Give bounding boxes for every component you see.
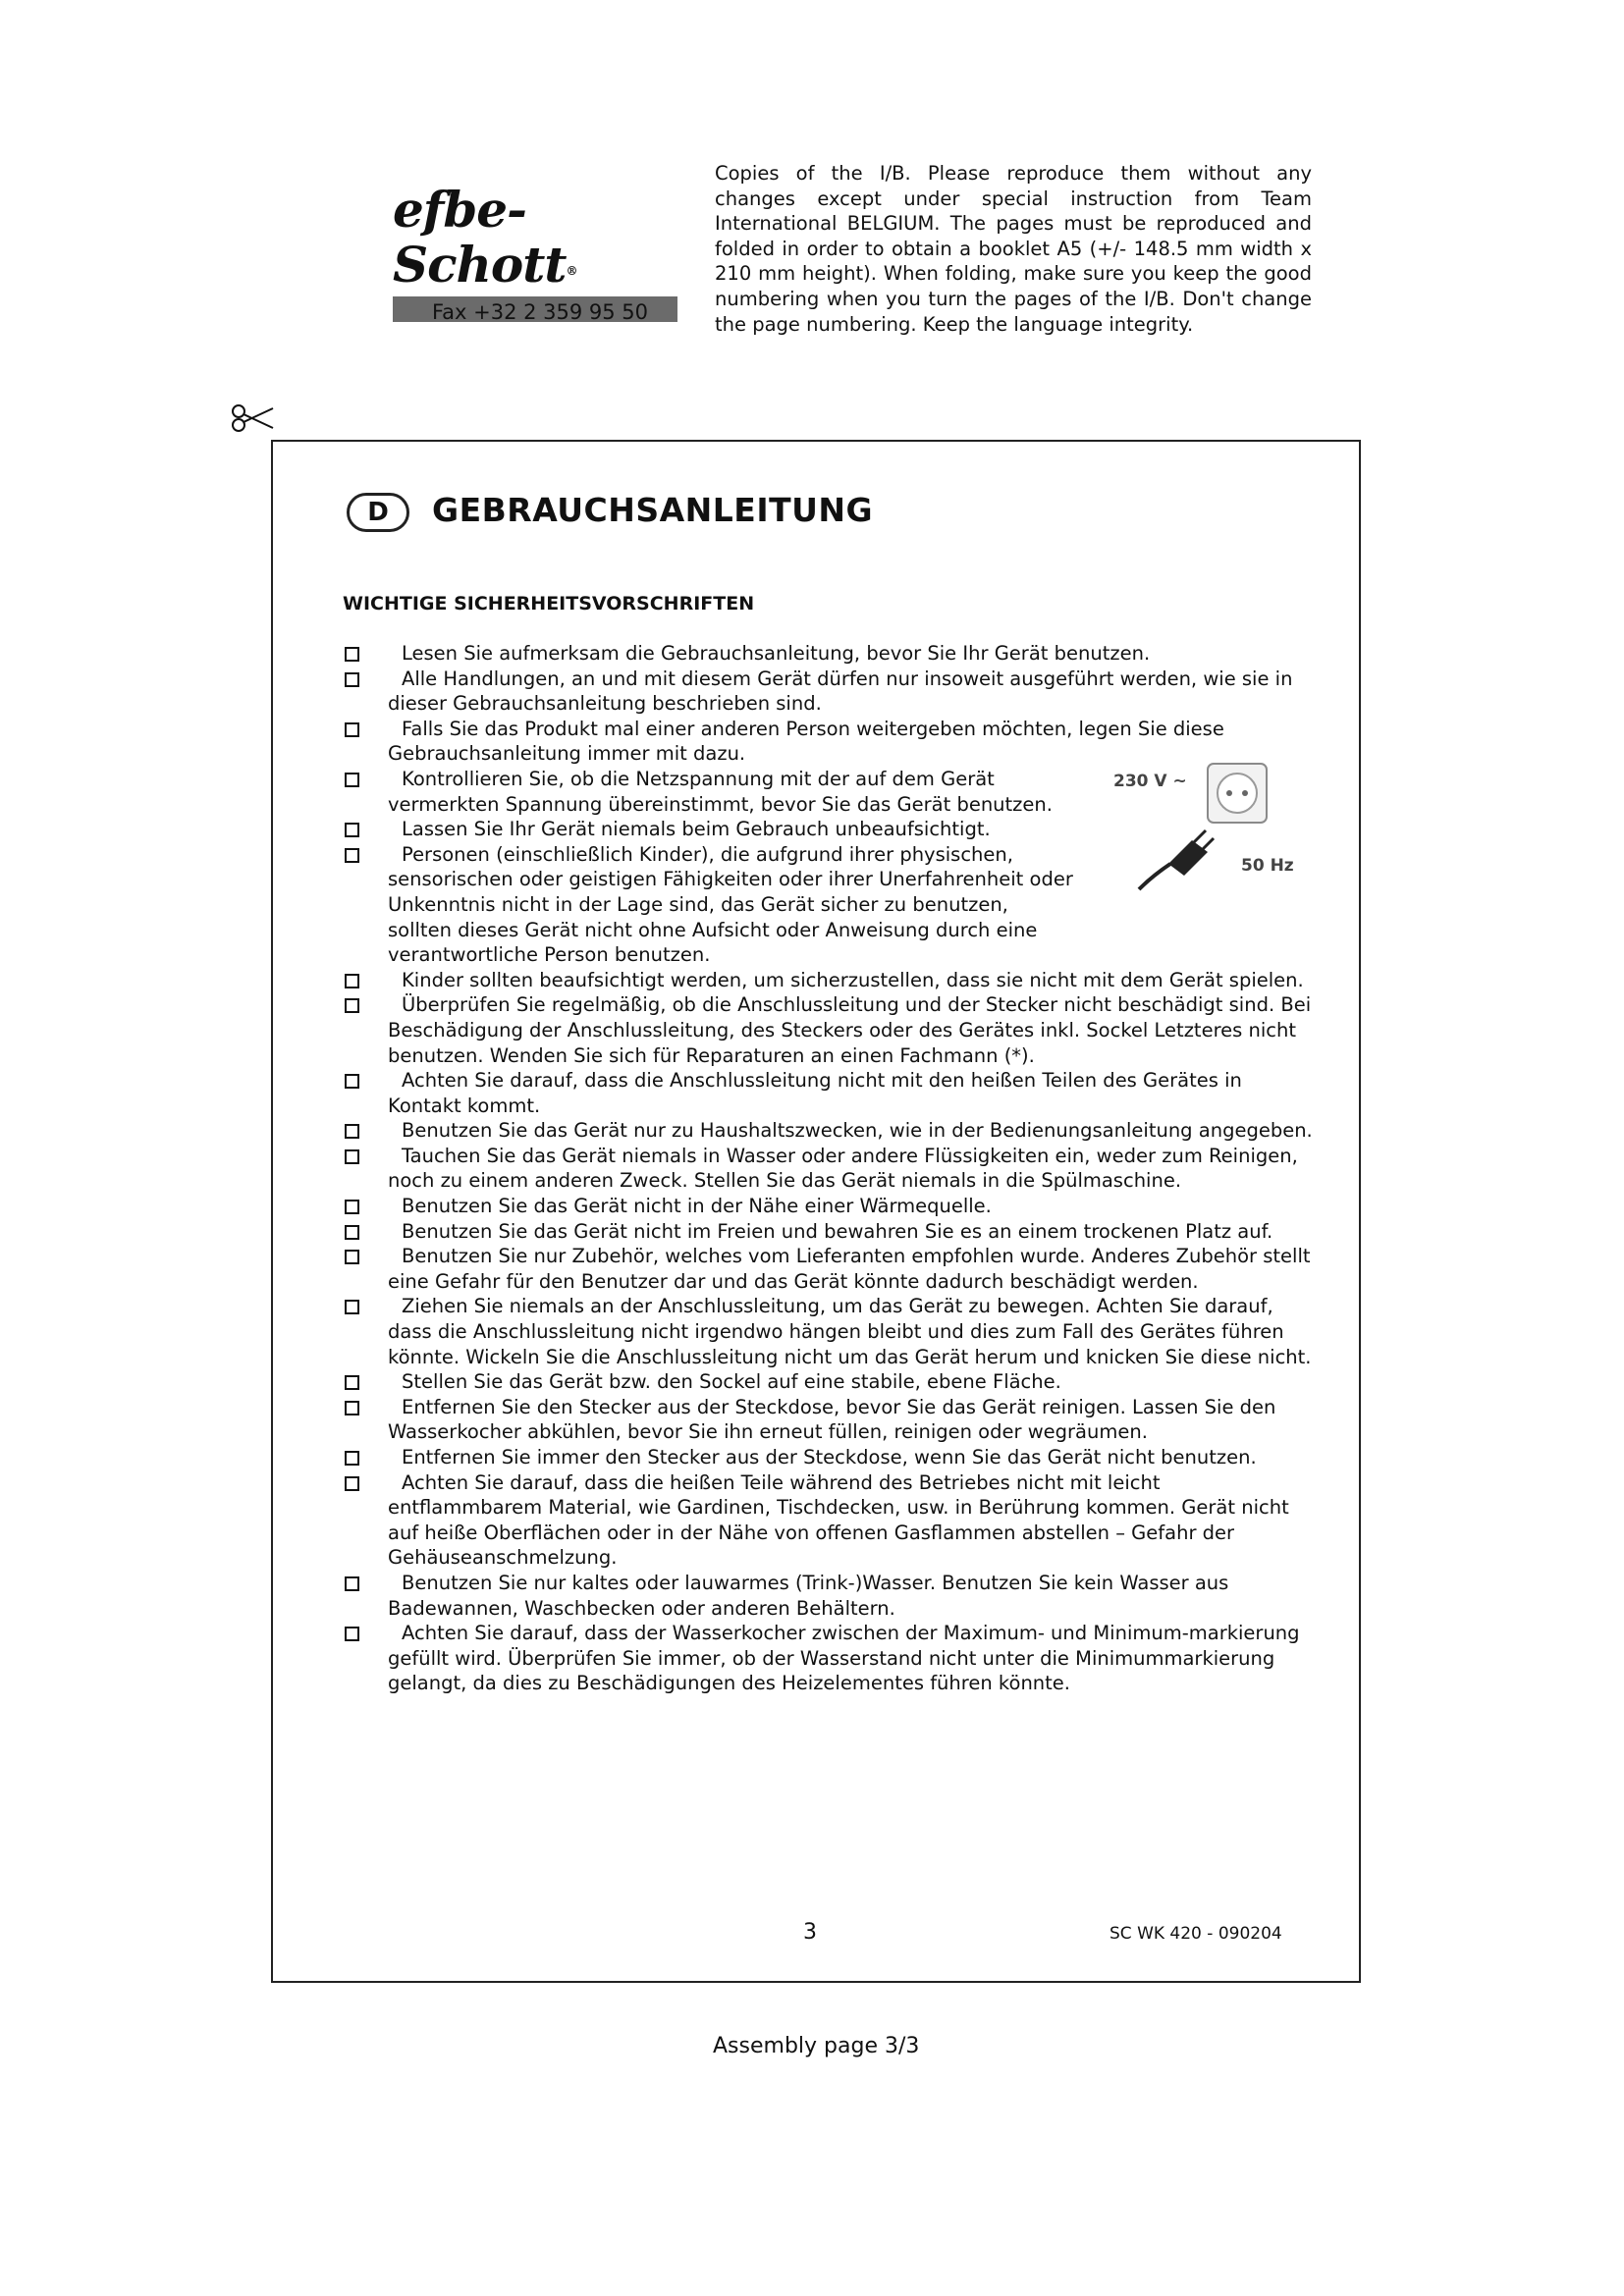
frequency-label: 50 Hz xyxy=(1241,856,1294,876)
manual-title: GEBRAUCHSANLEITUNG xyxy=(432,491,874,529)
checkbox-icon xyxy=(345,1451,359,1466)
checkbox-icon xyxy=(345,1476,359,1491)
document-code: SC WK 420 - 090204 xyxy=(1110,1924,1282,1944)
safety-rule: Ziehen Sie niemals an der Anschlussleitung, um das Gerät zu bewegen. Achten Sie darauf, dass die Anschlussleitung nicht irgendwo hängen bleibt und dies zum Fall des Gerätes führen könnte. Wickeln Sie die Anschlussleitung nicht um das Gerät herum und knicken Sie diese nicht. xyxy=(343,1294,1315,1369)
checkbox-icon xyxy=(345,647,359,662)
checkbox-icon xyxy=(345,1200,359,1214)
safety-rule: Benutzen Sie nur kaltes oder lauwarmes (Trink-)Wasser. Benutzen Sie kein Wasser aus Badewannen, Waschbecken oder anderen Behältern. xyxy=(343,1571,1315,1621)
socket-icon xyxy=(1208,764,1267,823)
checkbox-icon xyxy=(345,1124,359,1139)
safety-rule: Achten Sie darauf, dass die Anschlussleitung nicht mit den heißen Teilen des Gerätes in Kontakt kommt. xyxy=(343,1068,1315,1118)
safety-rule: Kinder sollten beaufsichtigt werden, um sicherzustellen, dass sie nicht mit dem Gerät spielen. xyxy=(343,968,1315,993)
safety-rule: Entfernen Sie den Stecker aus der Steckdose, bevor Sie das Gerät reinigen. Lassen Sie den Wasserkocher abkühlen, bevor Sie ihn erneut füllen, reinigen oder wegräumen. xyxy=(343,1395,1315,1445)
safety-rule: Alle Handlungen, an und mit diesem Gerät dürfen nur insoweit ausgeführt werden, wie sie in dieser Gebrauchsanleitung beschrieben sind. xyxy=(343,667,1315,717)
language-badge: D xyxy=(347,493,409,532)
checkbox-icon xyxy=(345,1300,359,1314)
checkbox-icon xyxy=(345,1074,359,1089)
checkbox-icon xyxy=(345,998,359,1013)
logo-text: efbe-Schott xyxy=(393,181,567,294)
fax-number: Fax +32 2 359 95 50 xyxy=(432,300,649,324)
checkbox-icon xyxy=(345,1250,359,1264)
safety-rule: Benutzen Sie das Gerät nicht im Freien und bewahren Sie es an einem trockenen Platz auf. xyxy=(343,1219,1315,1245)
safety-rule: Stellen Sie das Gerät bzw. den Sockel auf eine stabile, ebene Fläche. xyxy=(343,1369,1315,1395)
checkbox-icon xyxy=(345,848,359,863)
safety-rule: Achten Sie darauf, dass der Wasserkocher zwischen der Maximum- und Minimum-markierung gefüllt wird. Überprüfen Sie immer, ob der Wasserstand nicht unter die Minimummarkierung gelangt, da dies zu Beschädigungen des Heizelementes führen könnte. xyxy=(343,1621,1315,1696)
checkbox-icon xyxy=(345,1225,359,1240)
checkbox-icon xyxy=(345,672,359,687)
voltage-label: 230 V ~ xyxy=(1113,772,1187,791)
assembly-page-label: Assembly page 3/3 xyxy=(713,2034,920,2058)
checkbox-icon xyxy=(345,1149,359,1164)
section-title: WICHTIGE SICHERHEITSVORSCHRIFTEN xyxy=(343,593,755,614)
checkbox-icon xyxy=(345,1401,359,1415)
safety-rule: Benutzen Sie nur Zubehör, welches vom Lieferanten empfohlen wurde. Anderes Zubehör stellt eine Gefahr für den Benutzer dar und das Gerät könnte dadurch beschädigt werden. xyxy=(343,1244,1315,1294)
plug-icon xyxy=(1139,830,1214,889)
checkbox-icon xyxy=(345,1375,359,1390)
safety-rule: Entfernen Sie immer den Stecker aus der Steckdose, wenn Sie das Gerät nicht benutzen. xyxy=(343,1445,1315,1470)
safety-rule: Überprüfen Sie regelmäßig, ob die Anschlussleitung und der Stecker nicht beschädigt sind. Bei Beschädigung der Anschlussleitung, des Steckers oder des Gerätes inkl. Sockel Letzteres nicht benutzen. Wenden Sie sich für Reparaturen an einen Fachmann (*). xyxy=(343,992,1315,1068)
checkbox-icon xyxy=(345,1576,359,1591)
checkbox-icon xyxy=(345,722,359,737)
checkbox-icon xyxy=(345,1627,359,1641)
scissors-icon xyxy=(230,402,275,434)
checkbox-icon xyxy=(345,974,359,988)
checkbox-icon xyxy=(345,773,359,787)
safety-rule: Kontrollieren Sie, ob die Netzspannung mit der auf dem Gerät vermerkten Spannung übereinstimmt, bevor Sie das Gerät benutzen. xyxy=(343,767,1315,817)
safety-rule: Benutzen Sie das Gerät nicht in der Nähe einer Wärmequelle. xyxy=(343,1194,1315,1219)
safety-rule: Personen (einschließlich Kinder), die aufgrund ihrer physischen, sensorischen oder geistigen Fähigkeiten oder ihrer Unerfahrenheit oder Unkenntnis nicht in der Lage sind, das Gerät sicher zu benutzen, sollten dieses Gerät nicht ohne Aufsicht oder Anweisung durch eine verantwortliche Person benutzen. xyxy=(343,842,1315,968)
safety-rule: Lassen Sie Ihr Gerät niemals beim Gebrauch unbeaufsichtigt. xyxy=(343,817,1315,842)
safety-rule: Lesen Sie aufmerksam die Gebrauchsanleitung, bevor Sie Ihr Gerät benutzen. xyxy=(343,641,1315,667)
safety-rule: Benutzen Sie das Gerät nur zu Haushaltszwecken, wie in der Bedienungsanleitung angegeben. xyxy=(343,1118,1315,1144)
registered-mark: ® xyxy=(566,264,577,278)
checkbox-icon xyxy=(345,823,359,837)
copies-instruction: Copies of the I/B. Please reproduce them without any changes except under special instruction from Team International BELGIUM. The pages must be reproduced and folded in order to obtain a booklet A5 (+/- 148.5 mm width x 210 mm height). When folding, make sure you keep the good numbering when you turn the pages of the I/B. Don't change the page numbering. Keep the language integrity. xyxy=(715,162,1312,336)
safety-rule: Falls Sie das Produkt mal einer anderen Person weitergeben möchten, legen Sie diese Gebrauchsanleitung immer mit dazu. xyxy=(343,717,1315,767)
safety-rule: Tauchen Sie das Gerät niemals in Wasser oder andere Flüssigkeiten ein, weder zum Reinigen, noch zu einem anderen Zweck. Stellen Sie das Gerät niemals in die Spülmaschine. xyxy=(343,1144,1315,1194)
page-number: 3 xyxy=(803,1920,817,1945)
safety-rule: Achten Sie darauf, dass die heißen Teile während des Betriebes nicht mit leicht entflammbarem Material, wie Gardinen, Tischdecken, usw. in Berührung kommen. Gerät nicht auf heiße Oberflächen oder in der Nähe von offenen Gasflammen abstellen – Gefahr der Gehäuseanschmelzung. xyxy=(343,1470,1315,1571)
